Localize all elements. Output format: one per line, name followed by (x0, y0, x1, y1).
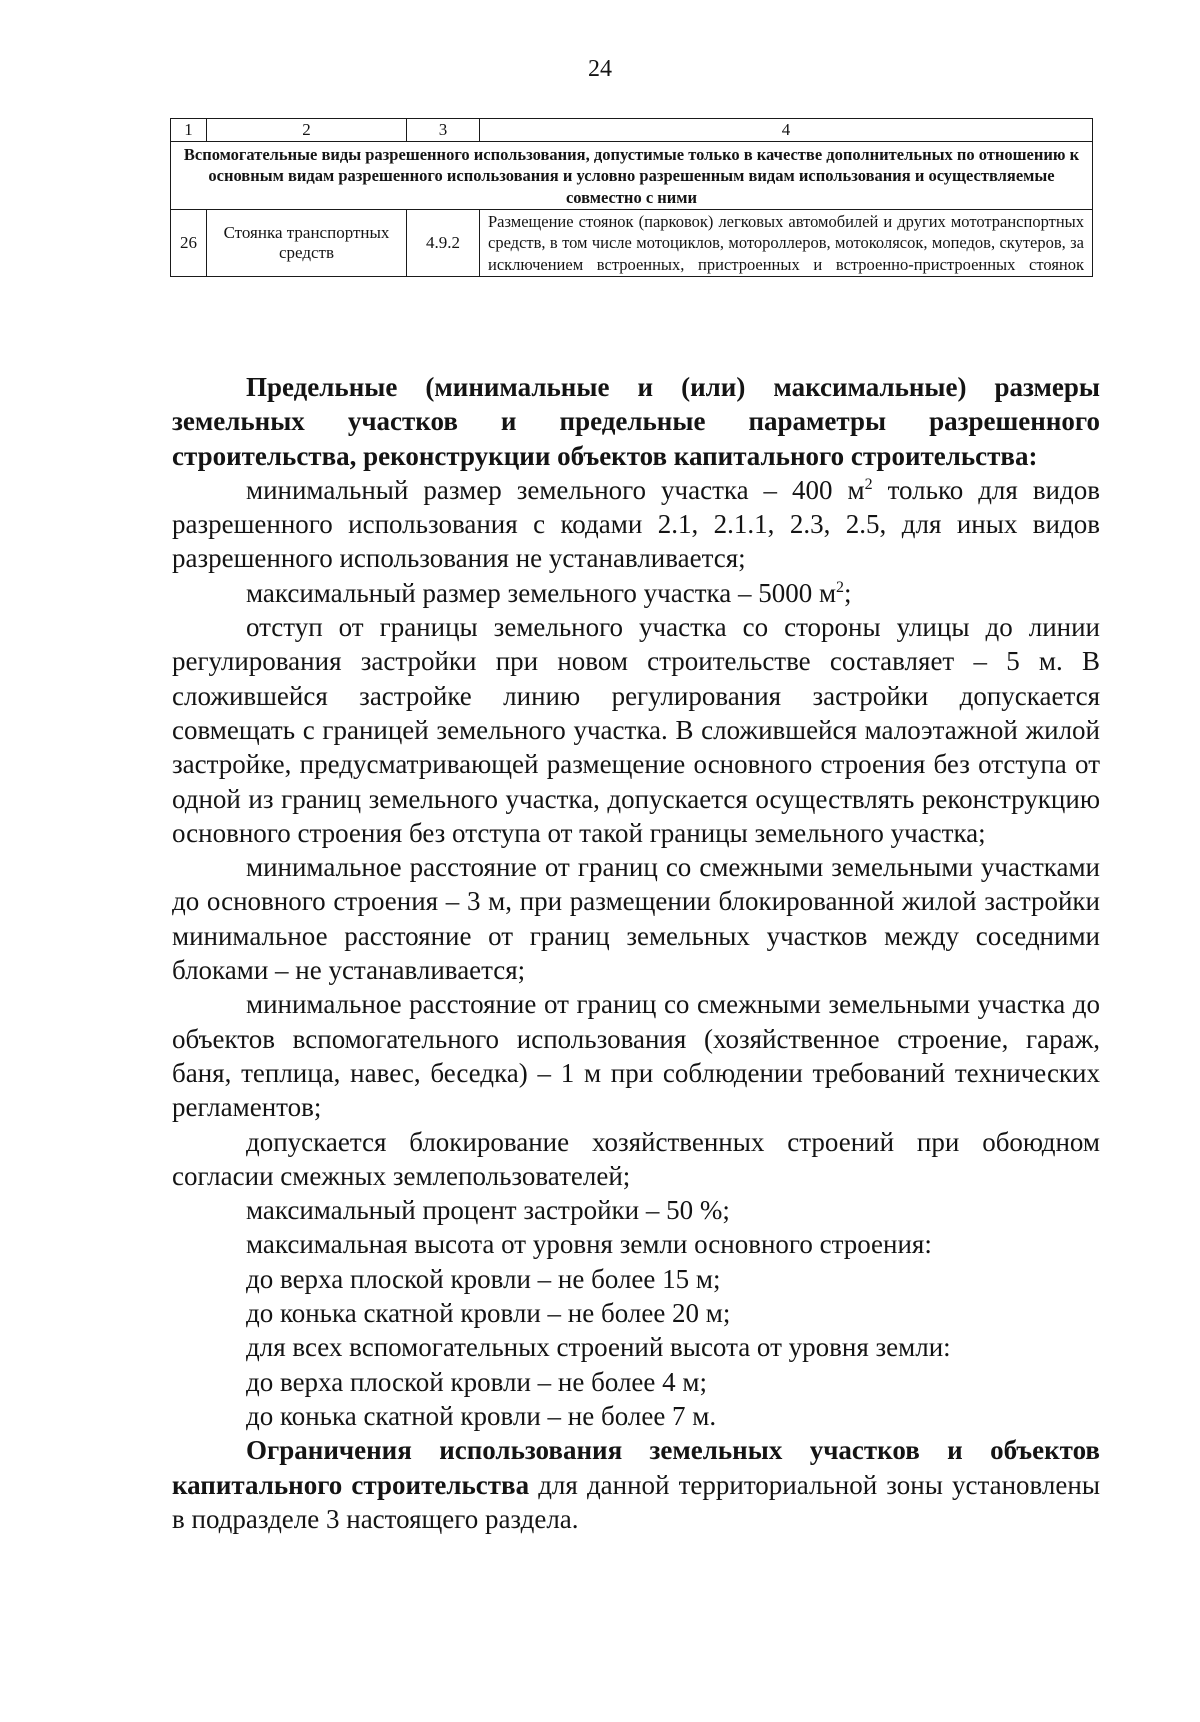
text: только для видов разрешенного использования с кодами 2.1, 2.1.1, 2.3, 2.5, для иных видов разрешенного использования не устанавливается; (172, 474, 1100, 574)
paragraph-aux-height: для всех вспомогательных строений высота от уровня земли: (246, 1332, 951, 1363)
column-header: 3 (407, 119, 480, 142)
text: минимальный размер земельного участка – 400 м (246, 474, 865, 505)
paragraph-blocking: допускается блокирование хозяйственных строений при обоюдном согласии смежных землепользователей; (172, 1126, 1100, 1191)
paragraph-aux-flat-roof: до верха плоской кровли – не более 4 м; (246, 1366, 707, 1397)
land-use-table-container (170, 118, 1092, 277)
row-number: 26 (171, 210, 207, 276)
table-row (171, 210, 1093, 276)
paragraph-pitched-roof: до конька скатной кровли – не более 20 м; (246, 1298, 731, 1329)
use-name: Стоянка транспортных средств (207, 210, 407, 276)
paragraph-aux-pitched-roof: до конька скатной кровли – не более 7 м. (246, 1400, 717, 1431)
paragraph-max-coverage: максимальный процент застройки – 50 %; (246, 1195, 730, 1226)
column-header: 1 (171, 119, 207, 142)
superscript: 2 (836, 578, 845, 596)
column-header: 2 (207, 119, 407, 142)
table-header-row (171, 119, 1093, 142)
superscript: 2 (864, 475, 873, 493)
document-body (172, 370, 1100, 1536)
group-title: Вспомогательные виды разрешенного использования, допустимые только в качестве дополнительных по отношению к основным видам разрешенного использования и условно разрешенным видам использования и осуществляемые совместно с ними (171, 142, 1093, 210)
paragraph-closing (172, 1433, 1100, 1536)
paragraph-flat-roof: до верха плоской кровли – не более 15 м; (246, 1263, 721, 1294)
land-use-table (170, 118, 1093, 277)
text: максимальный размер земельного участка – 5000 м (246, 577, 837, 608)
paragraph-setback: отступ от границы земельного участка со стороны улицы до линии регулирования застройки при новом строительстве составляет – 5 м. В сложившейся застройке линию регулирования застройки допускается совмещать с границей земельного участка. В сложившейся малоэтажной жилой застройке, предусматривающей размещение основного строения без отступа от одной из границ земельного участка, допускается осуществлять реконструкцию основного строения без отступа от такой границы земельного участка; (172, 612, 1100, 848)
table-group-row (171, 142, 1093, 210)
paragraph-min-distance-auxiliary: минимальное расстояние от границ со смежными земельными участка до объектов вспомогательного использования (хозяйственное строение, гараж, баня, теплица, навес, беседка) – 1 м при соблюдении требований технических регламентов; (172, 989, 1100, 1123)
section-heading: Предельные (минимальные и (или) максимальные) размеры земельных участков и предельные параметры разрешенного строительства, реконструкции объектов капитального строительства: (172, 372, 1100, 471)
column-header: 4 (480, 119, 1093, 142)
paragraph-min-plot-size (172, 473, 1100, 576)
paragraph-min-distance-main: минимальное расстояние от границ со смежными земельными участками до основного строения – 3 м, при размещении блокированной жилой застройки минимальное расстояние от границ земельных участков между соседними блоками – не устанавливается; (172, 852, 1100, 986)
paragraph-max-height: максимальная высота от уровня земли основного строения: (246, 1229, 932, 1260)
paragraph-max-plot-size (172, 576, 1100, 610)
use-code: 4.9.2 (407, 210, 480, 276)
page-number: 24 (588, 56, 612, 82)
use-description: Размещение стоянок (парковок) легковых автомобилей и других мототранспортных средств, в том числе мотоциклов, мотороллеров, мотоколясок, мопедов, скутеров, за исключением встроенных, пристроенных и встроенно-пристроенных стоянок (480, 210, 1093, 276)
closing-bold: Ограничения использования земельных участков и объектов капитального строительства (172, 1435, 1100, 1500)
closing-text: для данной территориальной зоны установлены в подразделе 3 настоящего раздела. (172, 1469, 1100, 1534)
text: ; (844, 577, 852, 608)
